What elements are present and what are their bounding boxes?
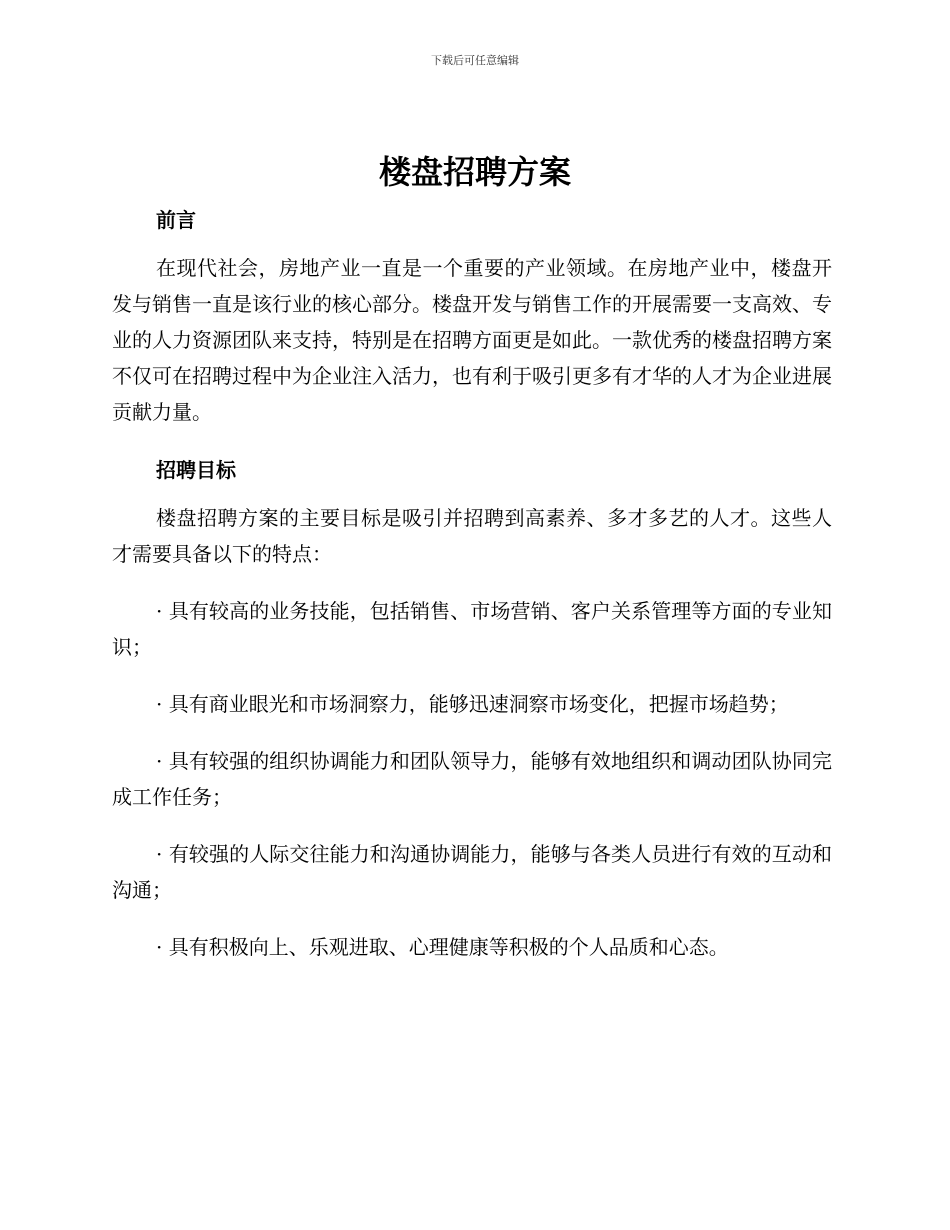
bullet-item: · 具有较高的业务技能，包括销售、市场营销、客户关系管理等方面的专业知识；: [112, 599, 832, 659]
section-heading-preface: 前言: [156, 208, 196, 232]
bullet-item: · 具有积极向上、乐观进取、心理健康等积极的个人品质和心态。: [156, 935, 729, 959]
document-title: 楼盘招聘方案: [378, 153, 571, 191]
bullet-item: · 具有商业眼光和市场洞察力，能够迅速洞察市场变化，把握市场趋势；: [156, 692, 789, 716]
bullet-item: · 有较强的人际交往能力和沟通协调能力，能够与各类人员进行有效的互动和沟通；: [112, 842, 832, 902]
document-body: [112, 200, 832, 986]
bullet-item: · 具有较强的组织协调能力和团队领导力，能够有效地组织和调动团队协同完成工作任务；: [112, 749, 832, 809]
section-heading-recruitment-goals: 招聘目标: [156, 458, 236, 482]
page-header: 下载后可任意编辑: [431, 54, 519, 67]
preface-paragraph: 在现代社会，房地产业一直是一个重要的产业领域。在房地产业中，楼盘开发与销售一直是该行业的核心部分。楼盘开发与销售工作的开展需要一支高效、专业的人力资源团队来支持，特别是在招聘方面更是如此。一款优秀的楼盘招聘方案不仅可在招聘过程中为企业注入活力，也有利于吸引更多有才华的人才为企业进展贡献力量。: [112, 256, 832, 424]
goals-intro-paragraph: 楼盘招聘方案的主要目标是吸引并招聘到高素养、多才多艺的人才。这些人才需要具备以下的特点：: [112, 506, 832, 566]
